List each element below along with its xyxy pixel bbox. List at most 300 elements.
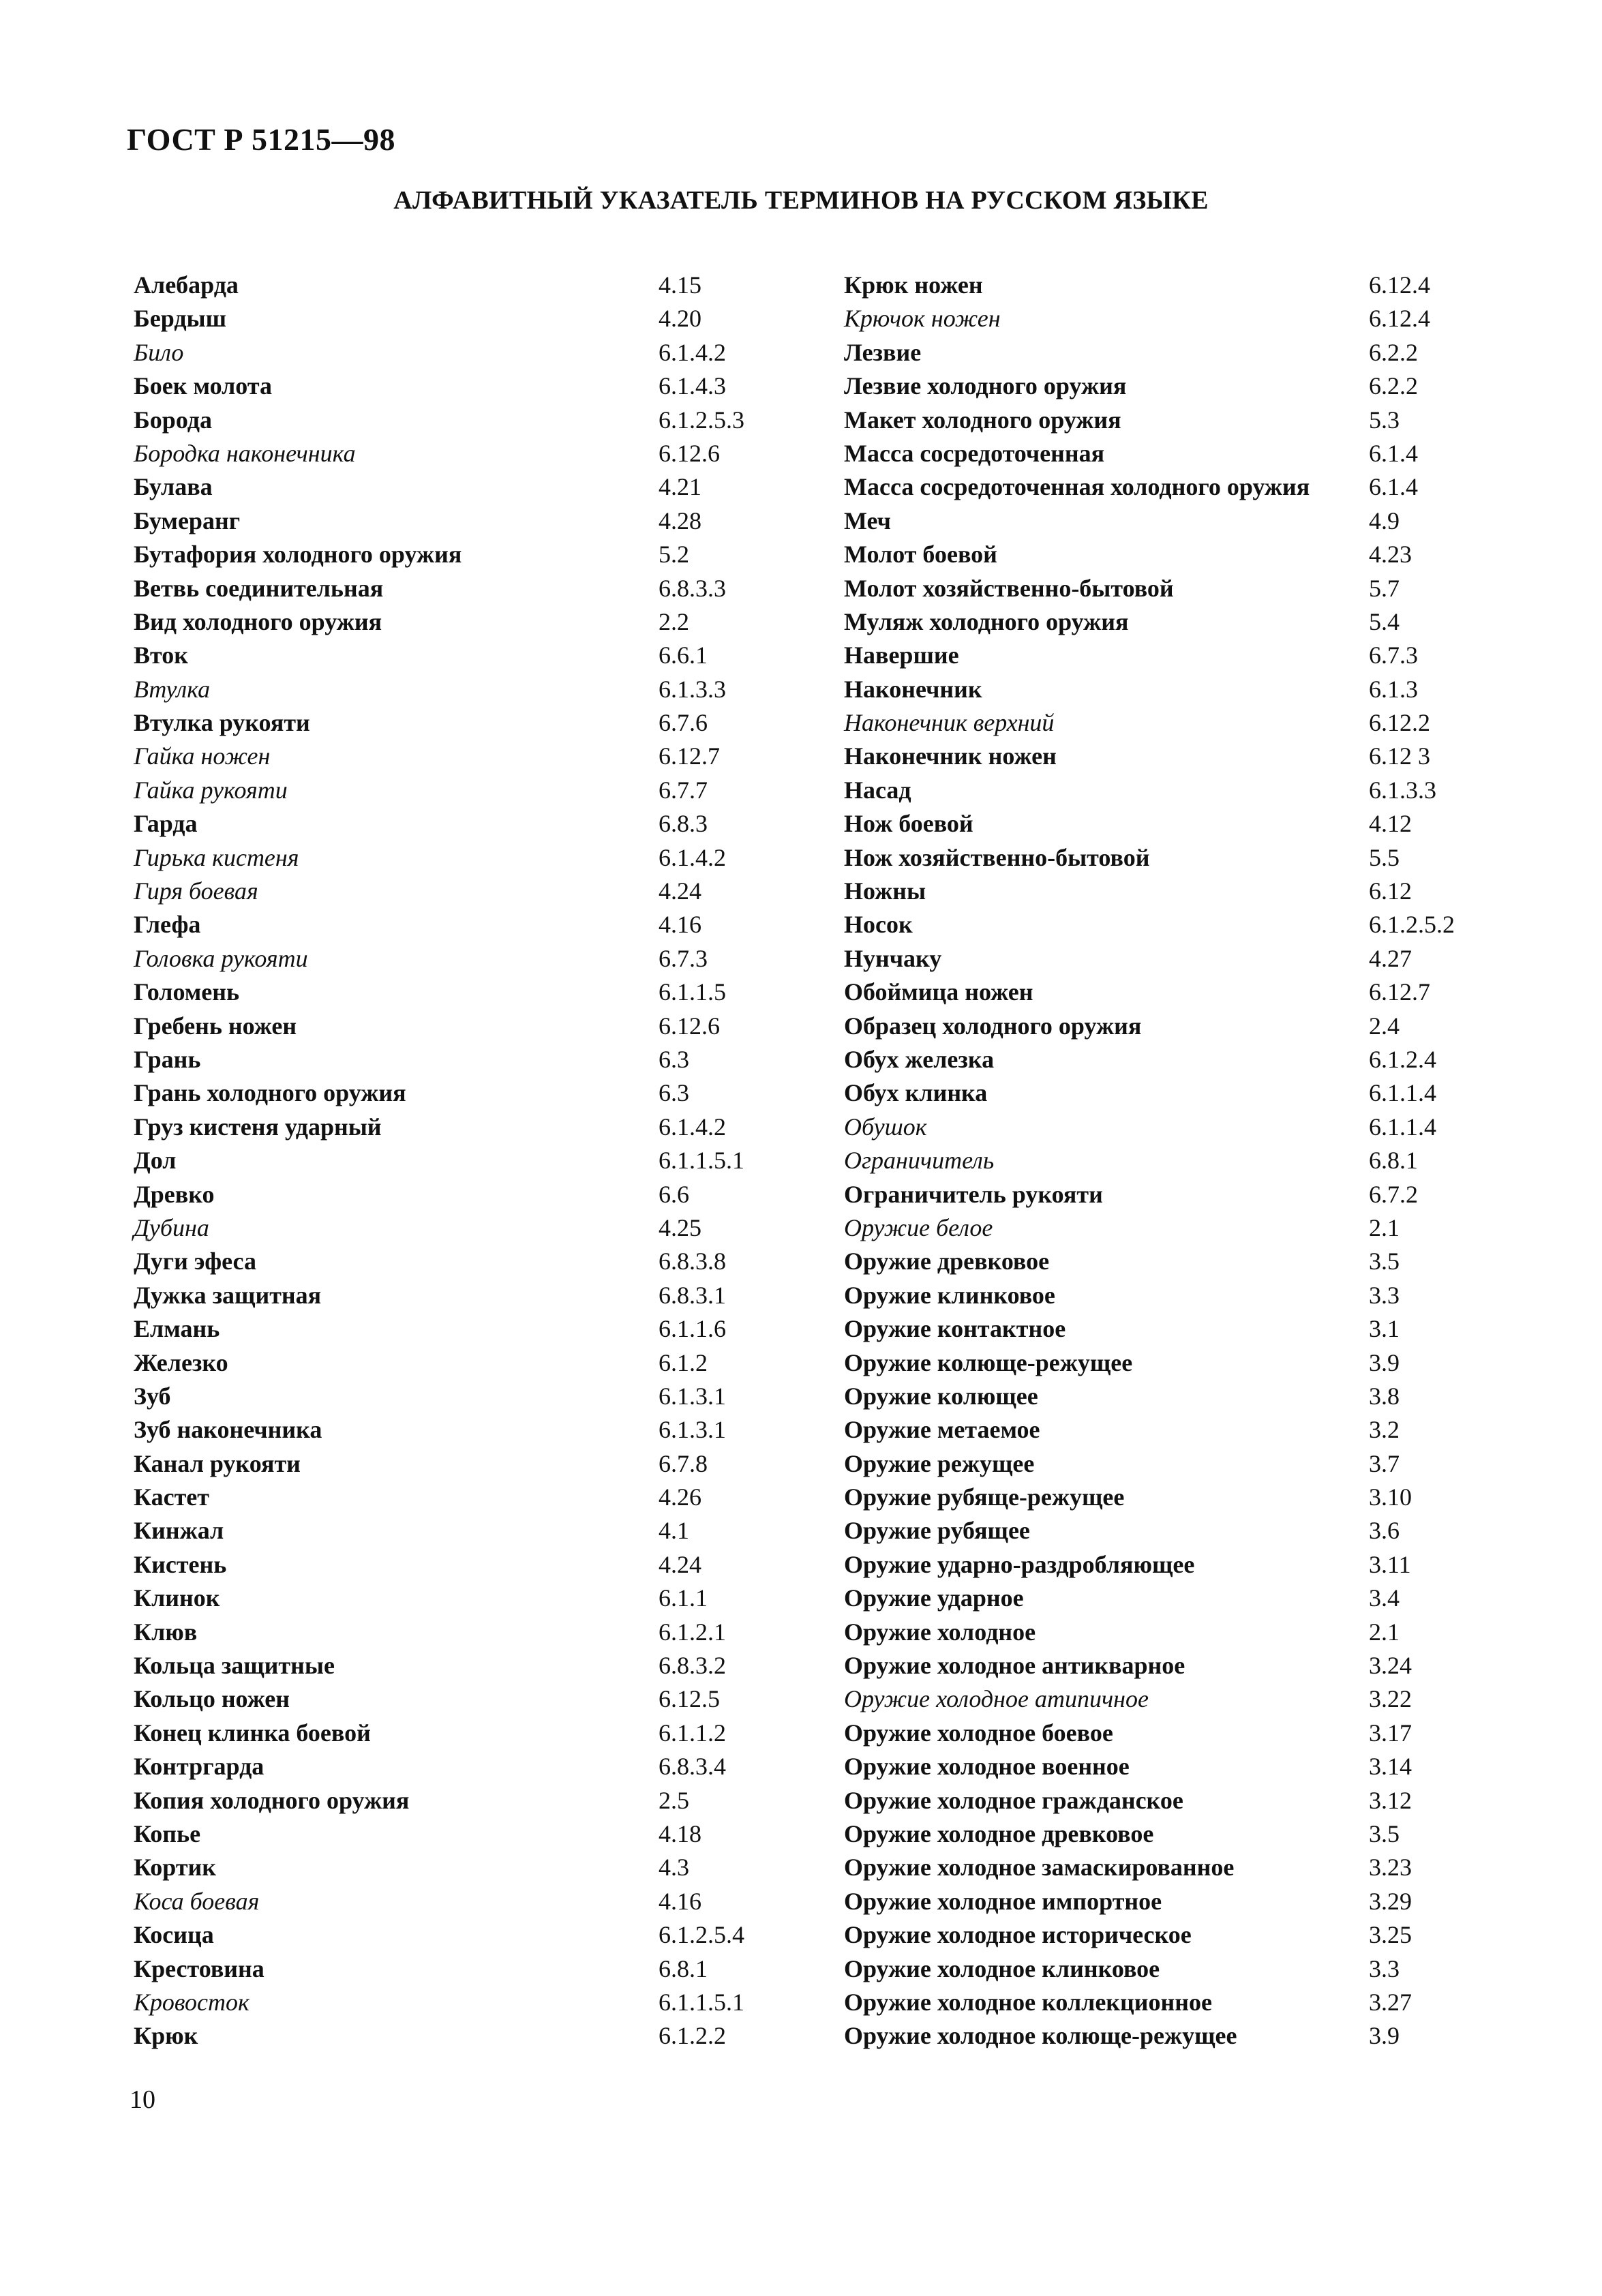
index-reference: 6.8.3.8 bbox=[659, 1248, 726, 1275]
index-entry bbox=[134, 875, 747, 908]
index-reference: 6.12.5 bbox=[659, 1685, 720, 1713]
index-term: Оружие холодное коллекционное bbox=[844, 1988, 1212, 2016]
index-term: Зуб наконечника bbox=[134, 1416, 322, 1444]
index-term: Наконечник верхний bbox=[844, 709, 1055, 737]
index-entry bbox=[134, 1178, 747, 1211]
index-entry bbox=[844, 740, 1498, 773]
index-reference: 6.12.2 bbox=[1369, 709, 1430, 737]
index-reference: 6.1.1.5 bbox=[659, 978, 726, 1006]
index-reference: 6.1.3.3 bbox=[659, 675, 726, 703]
index-reference: 3.12 bbox=[1369, 1786, 1412, 1814]
index-reference: 2.1 bbox=[1369, 1618, 1400, 1646]
index-term: Оружие холодное антикварное bbox=[844, 1652, 1185, 1680]
index-term: Гиря боевая bbox=[134, 877, 258, 905]
index-reference: 6.8.3.1 bbox=[659, 1281, 726, 1309]
index-reference: 6.8.1 bbox=[659, 1954, 708, 1982]
index-entry bbox=[134, 1211, 747, 1245]
index-reference: 6.12.6 bbox=[659, 1012, 720, 1040]
index-reference: 3.22 bbox=[1369, 1685, 1412, 1713]
index-entry bbox=[134, 572, 747, 605]
index-entry bbox=[844, 437, 1498, 470]
index-entry bbox=[134, 1346, 747, 1380]
index-entry bbox=[134, 1582, 747, 1615]
index-title: АЛФАВИТНЫЙ УКАЗАТЕЛЬ ТЕРМИНОВ НА РУССКОМ ЯЗЫКЕ bbox=[393, 186, 1209, 215]
index-reference: 6.1.4.3 bbox=[659, 372, 726, 400]
index-reference: 4.25 bbox=[659, 1213, 701, 1241]
index-term: Зуб bbox=[134, 1382, 171, 1410]
index-entry bbox=[844, 706, 1498, 740]
index-term: Крюк ножен bbox=[844, 271, 983, 299]
index-entry bbox=[844, 841, 1498, 875]
index-entry bbox=[134, 1514, 747, 1547]
index-term: Клюв bbox=[134, 1618, 198, 1646]
index-term: Грань bbox=[134, 1045, 201, 1073]
index-reference: 6.1.4.2 bbox=[659, 1113, 726, 1141]
index-entry bbox=[134, 673, 747, 706]
index-entry bbox=[844, 1851, 1498, 1884]
index-reference: 4.24 bbox=[659, 1550, 701, 1578]
index-entry bbox=[844, 1211, 1498, 1245]
index-entry bbox=[844, 1952, 1498, 1986]
index-entry bbox=[844, 1750, 1498, 1783]
index-entry bbox=[844, 807, 1498, 841]
index-term: Алебарда bbox=[134, 271, 239, 299]
index-reference: 4.12 bbox=[1369, 810, 1412, 838]
index-reference: 6.8.1 bbox=[1369, 1147, 1418, 1175]
index-reference: 4.9 bbox=[1369, 507, 1400, 534]
index-term: Бутафория холодного оружия bbox=[134, 541, 462, 569]
index-entry bbox=[844, 1514, 1498, 1547]
index-reference: 3.14 bbox=[1369, 1753, 1412, 1781]
index-reference: 6.1.1.5.1 bbox=[659, 1147, 744, 1175]
index-entry bbox=[844, 1885, 1498, 1918]
index-entry bbox=[134, 1717, 747, 1750]
index-term: Железко bbox=[134, 1348, 228, 1376]
index-entry bbox=[844, 1010, 1498, 1043]
index-reference: 4.27 bbox=[1369, 944, 1412, 972]
index-reference: 3.1 bbox=[1369, 1315, 1400, 1343]
index-term: Лезвие холодного оружия bbox=[844, 372, 1127, 400]
index-reference: 6.6.1 bbox=[659, 641, 708, 669]
index-reference: 6.1.2.1 bbox=[659, 1618, 726, 1646]
index-reference: 4.24 bbox=[659, 877, 701, 905]
index-reference: 6.3 bbox=[659, 1079, 689, 1107]
index-reference: 5.4 bbox=[1369, 607, 1400, 635]
index-entry bbox=[134, 942, 747, 976]
index-term: Оружие белое bbox=[844, 1213, 993, 1241]
index-reference: 6.1.3.1 bbox=[659, 1416, 726, 1444]
index-term: Дуги эфеса bbox=[134, 1248, 256, 1275]
index-reference: 6.1.4 bbox=[1369, 473, 1418, 501]
index-term: Кровосток bbox=[134, 1988, 250, 2016]
index-entry bbox=[844, 1346, 1498, 1380]
index-entry bbox=[844, 1717, 1498, 1750]
index-term: Наконечник ножен bbox=[844, 742, 1057, 770]
index-reference: 6.1.4.2 bbox=[659, 843, 726, 871]
index-entry bbox=[844, 673, 1498, 706]
index-term: Кольца защитные bbox=[134, 1652, 335, 1680]
index-reference: 4.15 bbox=[659, 271, 701, 299]
index-term: Ограничитель bbox=[844, 1147, 995, 1175]
index-reference: 3.3 bbox=[1369, 1281, 1400, 1309]
index-reference: 2.5 bbox=[659, 1786, 689, 1814]
index-term: Боек молота bbox=[134, 372, 272, 400]
index-entry bbox=[134, 1245, 747, 1278]
index-term: Масса сосредоточенная холодного оружия bbox=[844, 473, 1310, 501]
index-entry bbox=[844, 875, 1498, 908]
index-reference: 5.7 bbox=[1369, 574, 1400, 602]
index-entry bbox=[844, 1986, 1498, 2019]
index-reference: 6.7.2 bbox=[1369, 1180, 1418, 1208]
index-term: Нунчаку bbox=[844, 944, 942, 972]
index-entry bbox=[134, 1076, 747, 1110]
index-term: Гайка ножен bbox=[134, 742, 271, 770]
index-entry bbox=[134, 1952, 747, 1986]
index-entry bbox=[844, 572, 1498, 605]
index-entry bbox=[134, 976, 747, 1009]
index-term: Грань холодного оружия bbox=[134, 1079, 406, 1107]
index-reference: 6.1.4 bbox=[1369, 439, 1418, 467]
index-term: Молот хозяйственно-бытовой bbox=[844, 574, 1174, 602]
index-entry bbox=[844, 404, 1498, 437]
index-reference: 4.16 bbox=[659, 911, 701, 939]
index-term: Бердыш bbox=[134, 305, 227, 333]
index-term: Оружие клинковое bbox=[844, 1281, 1055, 1309]
index-reference: 3.9 bbox=[1369, 2022, 1400, 2050]
index-entry bbox=[134, 538, 747, 571]
index-entry bbox=[134, 639, 747, 672]
index-entry bbox=[844, 908, 1498, 941]
index-reference: 3.6 bbox=[1369, 1517, 1400, 1545]
index-entry bbox=[134, 1682, 747, 1716]
index-term: Гирька кистеня bbox=[134, 843, 299, 871]
index-reference: 6.7.3 bbox=[1369, 641, 1418, 669]
index-term: Оружие холодное импортное bbox=[844, 1887, 1162, 1915]
index-term: Оружие холодное древковое bbox=[844, 1819, 1154, 1847]
index-term: Оружие холодное замаскированное bbox=[844, 1854, 1235, 1882]
index-entry bbox=[134, 1649, 747, 1682]
index-term: Оружие режущее bbox=[844, 1449, 1035, 1477]
index-entry bbox=[134, 437, 747, 470]
index-reference: 6.1.1 bbox=[659, 1584, 708, 1612]
index-entry bbox=[134, 269, 747, 302]
index-column-left bbox=[134, 269, 747, 2053]
index-term: Ограничитель рукояти bbox=[844, 1180, 1103, 1208]
index-entry bbox=[134, 504, 747, 538]
index-entry bbox=[844, 1312, 1498, 1346]
index-entry bbox=[844, 269, 1498, 302]
index-reference: 6.2.2 bbox=[1369, 338, 1418, 366]
index-term: Голомень bbox=[134, 978, 240, 1006]
index-term: Гарда bbox=[134, 810, 198, 838]
index-term: Наконечник bbox=[844, 675, 982, 703]
index-term: Оружие холодное клинковое bbox=[844, 1954, 1160, 1982]
index-entry bbox=[844, 369, 1498, 403]
index-reference: 6.1.1.4 bbox=[1369, 1079, 1436, 1107]
index-term: Оружие холодное историческое bbox=[844, 1921, 1192, 1949]
index-reference: 3.17 bbox=[1369, 1719, 1412, 1747]
index-entry bbox=[844, 1043, 1498, 1076]
index-term: Вид холодного оружия bbox=[134, 607, 382, 635]
page-number: 10 bbox=[130, 2085, 155, 2114]
index-reference: 6.1.2.5.2 bbox=[1369, 911, 1455, 939]
index-entry bbox=[844, 1076, 1498, 1110]
index-entry bbox=[134, 470, 747, 504]
index-reference: 6.1.1.2 bbox=[659, 1719, 726, 1747]
index-reference: 6.1.3 bbox=[1369, 675, 1418, 703]
index-reference: 6.1.1.5.1 bbox=[659, 1988, 744, 2016]
index-reference: 3.7 bbox=[1369, 1449, 1400, 1477]
index-entry bbox=[844, 470, 1498, 504]
index-term: Нож боевой bbox=[844, 810, 973, 838]
index-term: Древко bbox=[134, 1180, 215, 1208]
index-entry bbox=[134, 1380, 747, 1413]
index-entry bbox=[844, 336, 1498, 369]
index-term: Макет холодного оружия bbox=[844, 406, 1121, 434]
index-entry bbox=[134, 706, 747, 740]
index-entry bbox=[844, 1817, 1498, 1851]
index-term: Оружие колюще-режущее bbox=[844, 1348, 1133, 1376]
index-term: Бородка наконечника bbox=[134, 439, 356, 467]
index-entry bbox=[134, 740, 747, 773]
index-reference: 4.28 bbox=[659, 507, 701, 534]
index-term: Гребень ножен bbox=[134, 1012, 297, 1040]
index-entry bbox=[134, 1750, 747, 1783]
index-reference: 6.2.2 bbox=[1369, 372, 1418, 400]
index-reference: 3.11 bbox=[1369, 1550, 1411, 1578]
index-reference: 6.1.3.3 bbox=[1369, 776, 1436, 804]
index-entry bbox=[134, 1986, 747, 2019]
index-reference: 4.3 bbox=[659, 1854, 689, 1882]
index-term: Клинок bbox=[134, 1584, 220, 1612]
index-reference: 6.1.1.4 bbox=[1369, 1113, 1436, 1141]
index-term: Вток bbox=[134, 641, 188, 669]
index-reference: 6.12.7 bbox=[1369, 978, 1430, 1006]
index-entry bbox=[844, 1111, 1498, 1144]
index-term: Контргарда bbox=[134, 1753, 265, 1781]
index-entry bbox=[134, 2019, 747, 2053]
index-term: Оружие холодное атипичное bbox=[844, 1685, 1149, 1713]
index-reference: 4.23 bbox=[1369, 541, 1412, 569]
index-term: Меч bbox=[844, 507, 891, 534]
index-reference: 2.2 bbox=[659, 607, 689, 635]
index-term: Головка рукояти bbox=[134, 944, 308, 972]
index-entry bbox=[134, 1784, 747, 1817]
index-reference: 5.3 bbox=[1369, 406, 1400, 434]
index-term: Канал рукояти bbox=[134, 1449, 301, 1477]
index-term: Коса боевая bbox=[134, 1887, 260, 1915]
index-entry bbox=[134, 1413, 747, 1447]
index-reference: 6.1.4.2 bbox=[659, 338, 726, 366]
index-reference: 6.12 3 bbox=[1369, 742, 1430, 770]
index-reference: 6.1.2.5.4 bbox=[659, 1921, 744, 1949]
index-entry bbox=[134, 302, 747, 335]
index-term: Груз кистеня ударный bbox=[134, 1113, 382, 1141]
index-entry bbox=[134, 369, 747, 403]
index-entry bbox=[844, 1413, 1498, 1447]
index-term: Оружие ударное bbox=[844, 1584, 1024, 1612]
index-entry bbox=[134, 1817, 747, 1851]
index-term: Крестовина bbox=[134, 1954, 265, 1982]
index-term: Втулка bbox=[134, 675, 211, 703]
index-entry bbox=[844, 302, 1498, 335]
index-entry bbox=[134, 1312, 747, 1346]
index-reference: 3.29 bbox=[1369, 1887, 1412, 1915]
index-reference: 5.5 bbox=[1369, 843, 1400, 871]
index-reference: 6.1.2.4 bbox=[1369, 1045, 1436, 1073]
index-reference: 3.23 bbox=[1369, 1854, 1412, 1882]
index-term: Муляж холодного оружия bbox=[844, 607, 1129, 635]
index-term: Навершие bbox=[844, 641, 959, 669]
index-term: Насад bbox=[844, 776, 911, 804]
index-entry bbox=[844, 639, 1498, 672]
index-reference: 6.8.3 bbox=[659, 810, 708, 838]
index-reference: 3.5 bbox=[1369, 1819, 1400, 1847]
index-reference: 6.8.3.4 bbox=[659, 1753, 726, 1781]
index-entry bbox=[844, 1582, 1498, 1615]
index-entry bbox=[134, 336, 747, 369]
index-entry bbox=[844, 774, 1498, 807]
index-entry bbox=[844, 1447, 1498, 1481]
index-term: Косица bbox=[134, 1921, 214, 1949]
index-entry bbox=[134, 1447, 747, 1481]
index-reference: 3.2 bbox=[1369, 1416, 1400, 1444]
index-reference: 6.12.4 bbox=[1369, 271, 1430, 299]
index-term: Крючок ножен bbox=[844, 305, 1001, 333]
index-term: Булава bbox=[134, 473, 213, 501]
index-reference: 5.2 bbox=[659, 541, 689, 569]
index-reference: 6.7.6 bbox=[659, 709, 708, 737]
index-entry bbox=[844, 942, 1498, 976]
index-term: Крюк bbox=[134, 2022, 198, 2050]
index-entry bbox=[844, 1784, 1498, 1817]
index-entry bbox=[134, 1279, 747, 1312]
index-term: Кортик bbox=[134, 1854, 217, 1882]
index-term: Молот боевой bbox=[844, 541, 997, 569]
index-term: Глефа bbox=[134, 911, 201, 939]
index-term: Ветвь соединительная bbox=[134, 574, 384, 602]
index-term: Елмань bbox=[134, 1315, 220, 1343]
index-term: Копье bbox=[134, 1819, 201, 1847]
index-entry bbox=[844, 504, 1498, 538]
index-term: Оружие метаемое bbox=[844, 1416, 1040, 1444]
index-reference: 6.7.8 bbox=[659, 1449, 708, 1477]
index-term: Оружие холодное военное bbox=[844, 1753, 1130, 1781]
index-reference: 6.1.1.6 bbox=[659, 1315, 726, 1343]
index-term: Нож хозяйственно-бытовой bbox=[844, 843, 1150, 871]
index-reference: 6.8.3.2 bbox=[659, 1652, 726, 1680]
index-entry bbox=[134, 908, 747, 941]
index-term: Оружие колющее bbox=[844, 1382, 1038, 1410]
index-reference: 6.1.2 bbox=[659, 1348, 708, 1376]
index-entry bbox=[134, 1111, 747, 1144]
index-reference: 3.8 bbox=[1369, 1382, 1400, 1410]
index-entry bbox=[844, 1918, 1498, 1952]
index-term: Обоймица ножен bbox=[844, 978, 1033, 1006]
index-term: Гайка рукояти bbox=[134, 776, 288, 804]
index-entry bbox=[844, 1548, 1498, 1582]
index-term: Кинжал bbox=[134, 1517, 224, 1545]
index-entry bbox=[844, 1279, 1498, 1312]
index-entry bbox=[844, 1649, 1498, 1682]
index-term: Оружие холодное боевое bbox=[844, 1719, 1113, 1747]
index-entry bbox=[134, 1010, 747, 1043]
index-entry bbox=[844, 1245, 1498, 1278]
index-reference: 6.1.2.2 bbox=[659, 2022, 726, 2050]
index-term: Ножны bbox=[844, 877, 926, 905]
index-reference: 3.24 bbox=[1369, 1652, 1412, 1680]
index-entry bbox=[844, 1380, 1498, 1413]
index-reference: 6.7.7 bbox=[659, 776, 708, 804]
index-term: Оружие холодное bbox=[844, 1618, 1036, 1646]
index-reference: 3.25 bbox=[1369, 1921, 1412, 1949]
index-term: Било bbox=[134, 338, 184, 366]
index-entry bbox=[844, 1178, 1498, 1211]
index-reference: 4.21 bbox=[659, 473, 701, 501]
index-entry bbox=[134, 404, 747, 437]
index-reference: 2.4 bbox=[1369, 1012, 1400, 1040]
index-reference: 4.20 bbox=[659, 305, 701, 333]
index-reference: 4.1 bbox=[659, 1517, 689, 1545]
index-column-right bbox=[844, 269, 1498, 2053]
index-term: Оружие древковое bbox=[844, 1248, 1050, 1275]
index-term: Дужка защитная bbox=[134, 1281, 322, 1309]
index-entry bbox=[844, 1682, 1498, 1716]
index-reference: 6.7.3 bbox=[659, 944, 708, 972]
index-reference: 3.3 bbox=[1369, 1954, 1400, 1982]
index-term: Оружие рубящее bbox=[844, 1517, 1030, 1545]
index-entry bbox=[844, 1481, 1498, 1514]
index-term: Образец холодного оружия bbox=[844, 1012, 1142, 1040]
index-entry bbox=[134, 841, 747, 875]
index-reference: 6.6 bbox=[659, 1180, 689, 1208]
index-reference: 6.8.3.3 bbox=[659, 574, 726, 602]
index-term: Копия холодного оружия bbox=[134, 1786, 410, 1814]
index-reference: 6.12.4 bbox=[1369, 305, 1430, 333]
index-entry bbox=[134, 1918, 747, 1952]
index-reference: 4.18 bbox=[659, 1819, 701, 1847]
index-reference: 4.16 bbox=[659, 1887, 701, 1915]
index-entry bbox=[134, 1043, 747, 1076]
index-term: Обушок bbox=[844, 1113, 927, 1141]
index-reference: 3.10 bbox=[1369, 1483, 1412, 1511]
index-entry bbox=[134, 1548, 747, 1582]
index-entry bbox=[844, 2019, 1498, 2053]
index-reference: 2.1 bbox=[1369, 1213, 1400, 1241]
index-term: Оружие холодное колюще-режущее bbox=[844, 2022, 1237, 2050]
index-term: Оружие ударно-раздробляющее bbox=[844, 1550, 1195, 1578]
index-reference: 6.12.6 bbox=[659, 439, 720, 467]
index-entry bbox=[844, 1144, 1498, 1177]
index-term: Бумеранг bbox=[134, 507, 241, 534]
index-reference: 3.9 bbox=[1369, 1348, 1400, 1376]
index-term: Конец клинка боевой bbox=[134, 1719, 371, 1747]
index-entry bbox=[134, 807, 747, 841]
index-entry bbox=[844, 1616, 1498, 1649]
index-term: Масса сосредоточенная bbox=[844, 439, 1105, 467]
index-entry bbox=[134, 1616, 747, 1649]
index-term: Оружие контактное bbox=[844, 1315, 1066, 1343]
index-term: Дубина bbox=[134, 1213, 209, 1241]
index-entry bbox=[134, 774, 747, 807]
index-reference: 6.1.3.1 bbox=[659, 1382, 726, 1410]
index-term: Оружие холодное гражданское bbox=[844, 1786, 1183, 1814]
index-reference: 4.26 bbox=[659, 1483, 701, 1511]
index-reference: 6.12.7 bbox=[659, 742, 720, 770]
index-reference: 3.5 bbox=[1369, 1248, 1400, 1275]
index-term: Обух клинка bbox=[844, 1079, 988, 1107]
index-entry bbox=[134, 605, 747, 639]
